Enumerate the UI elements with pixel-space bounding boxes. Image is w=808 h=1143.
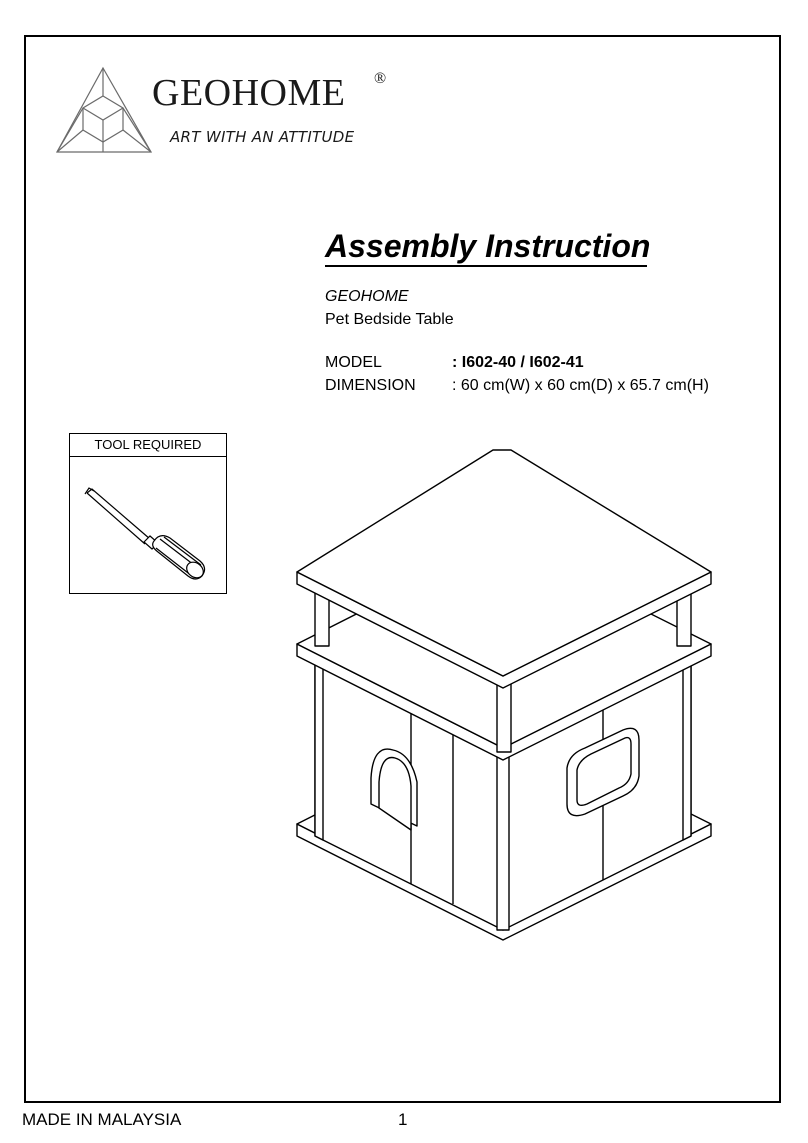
page-number: 1 — [398, 1110, 408, 1129]
made-in-label: MADE IN MALAYSIA — [22, 1110, 182, 1129]
dimension-value: : 60 cm(W) x 60 cm(D) x 65.7 cm(H) — [452, 377, 709, 394]
tool-required-box — [69, 433, 227, 594]
brand-name: GEOHOME — [152, 72, 346, 114]
model-value-text: : I602-40 / I602-41 — [452, 354, 584, 371]
dimension-label: DIMENSION — [325, 377, 416, 394]
screwdriver-icon — [70, 456, 226, 593]
model-label: MODEL — [325, 354, 382, 371]
model-value — [452, 354, 584, 372]
brand-tagline: ART WITH AN ATTITUDE — [170, 128, 355, 146]
product-brand: GEOHOME — [325, 288, 409, 305]
product-name: Pet Bedside Table — [325, 311, 454, 328]
document-title: Assembly Instruction — [325, 228, 651, 264]
tool-required-header: TOOL REQUIRED — [70, 434, 226, 457]
registered-mark: ® — [374, 70, 387, 87]
title-underline — [325, 265, 647, 267]
geohome-triangle-logo-icon — [55, 66, 155, 156]
pet-bedside-table-icon — [293, 448, 715, 960]
